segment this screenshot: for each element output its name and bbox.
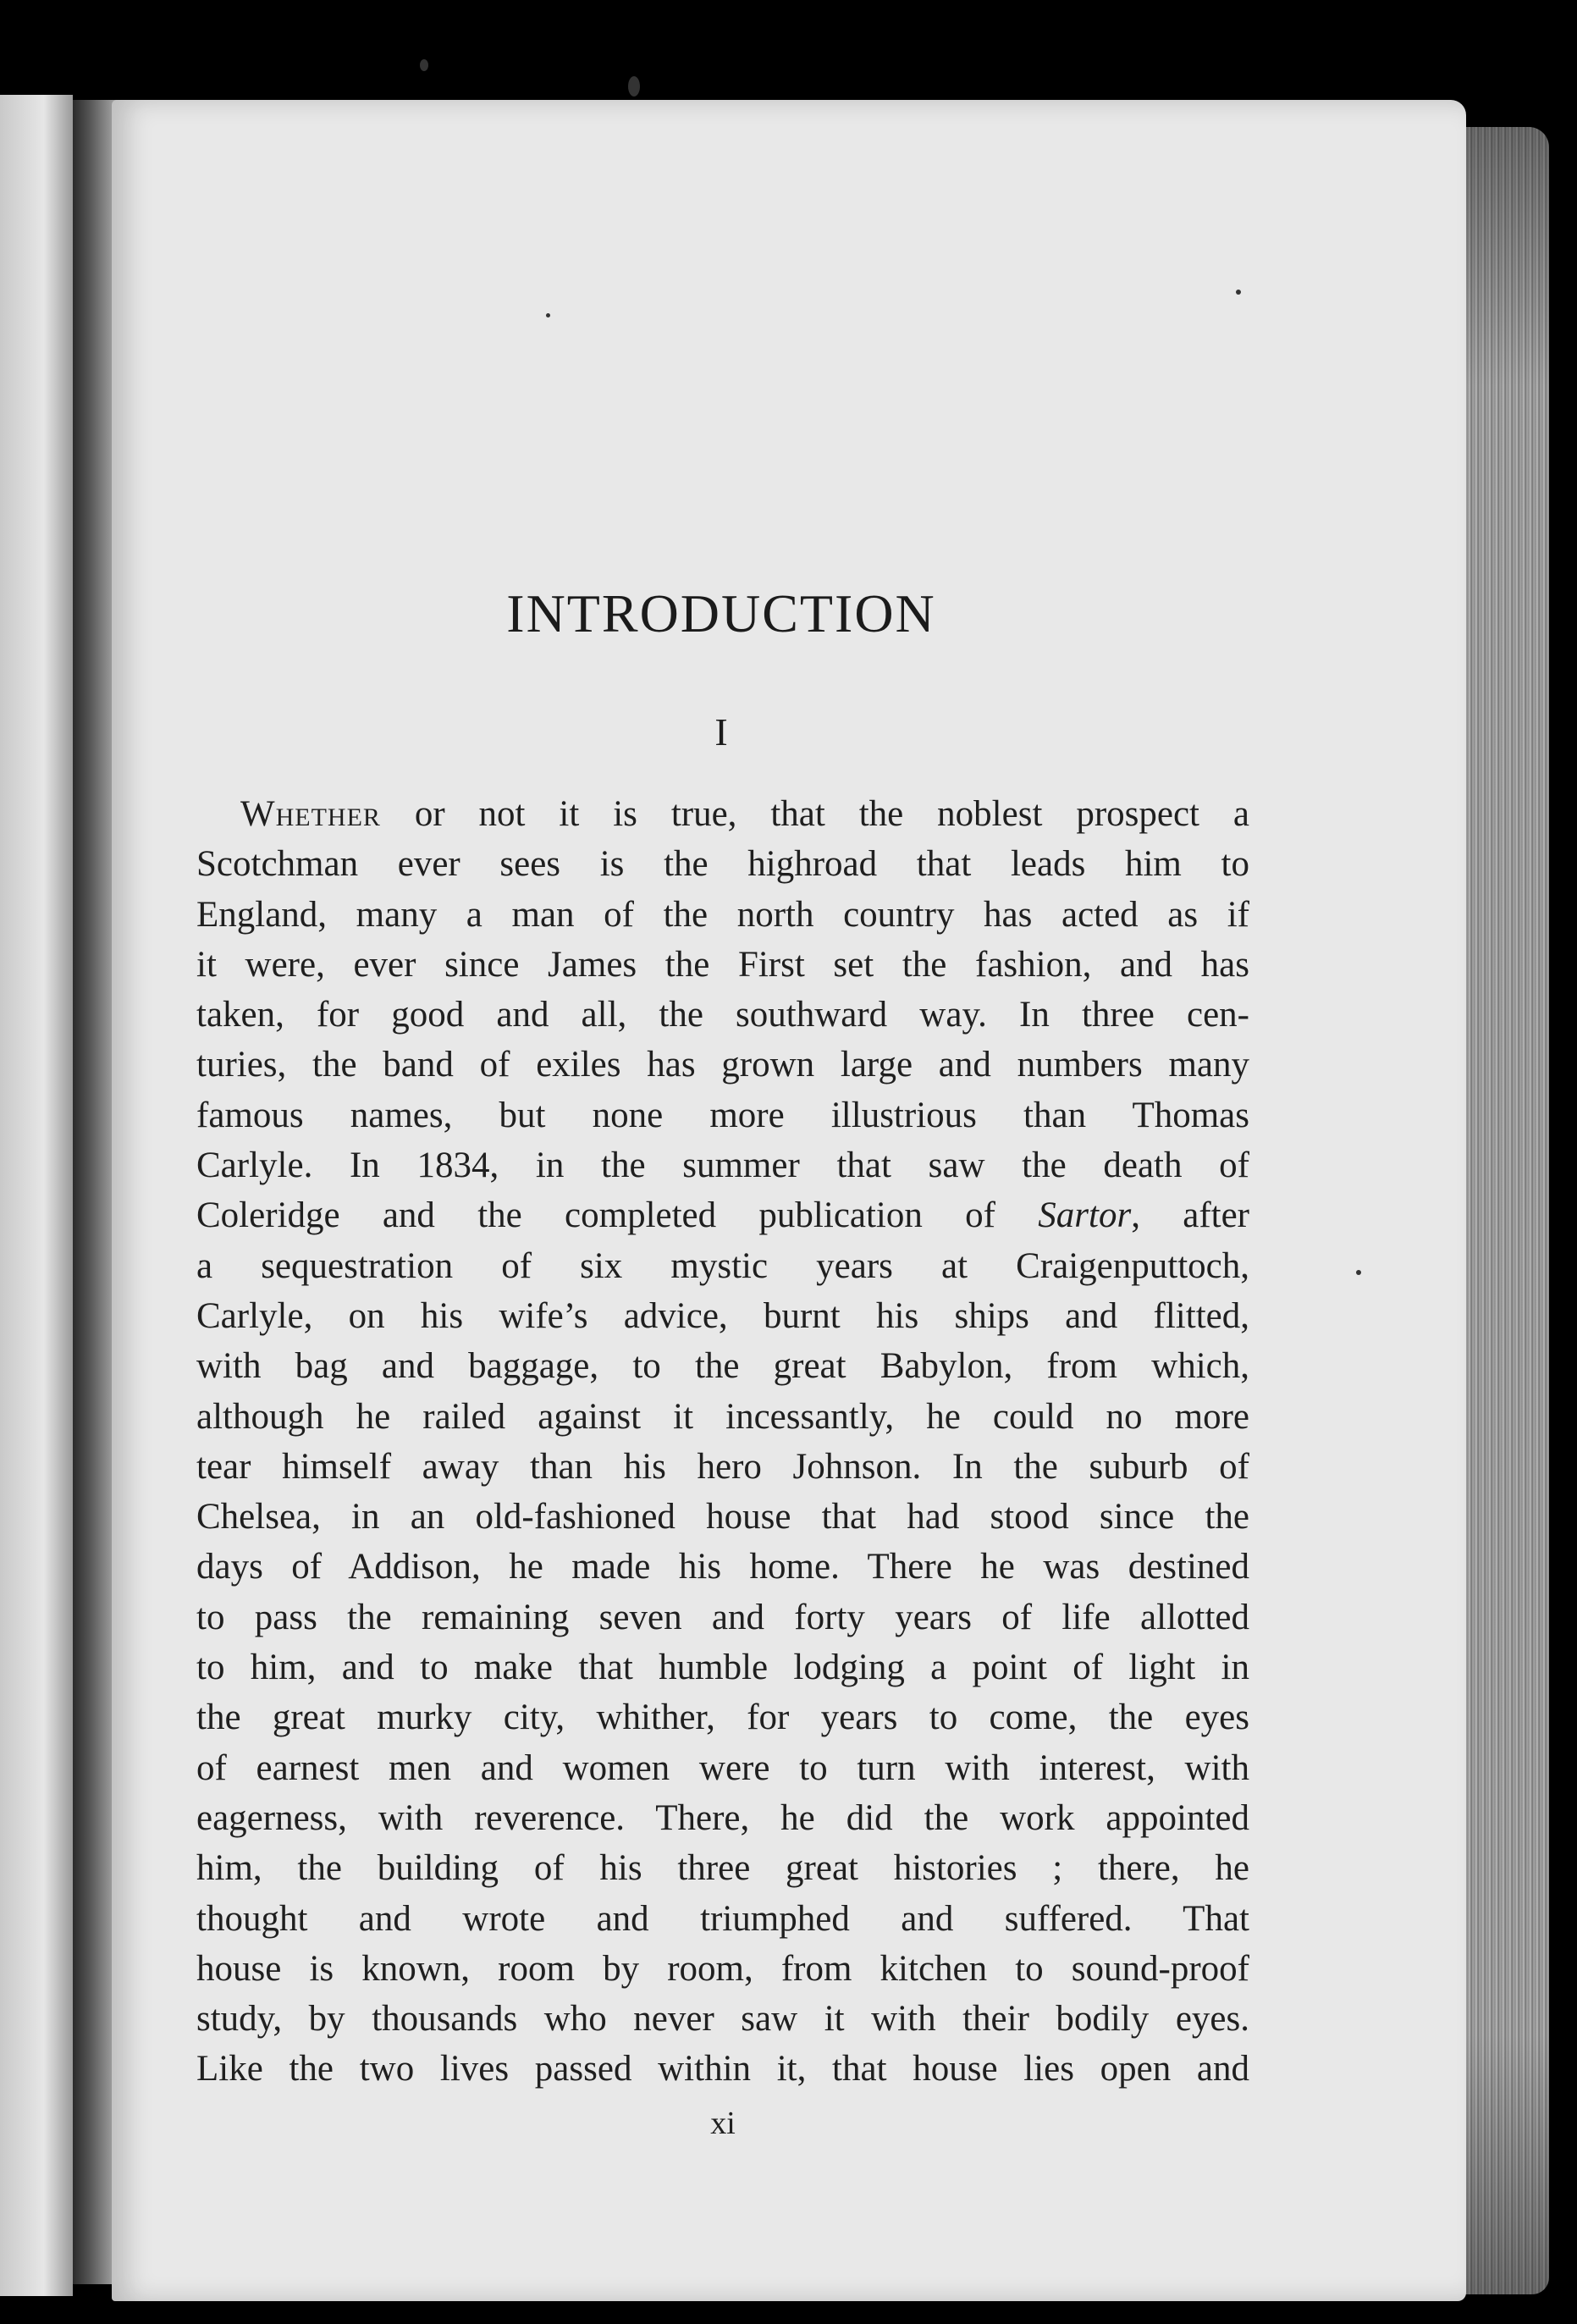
text-line: famous names, but none more illustrious than Thomas — [196, 1095, 1249, 1135]
book-title-sartor: Sartor — [1038, 1195, 1132, 1236]
text-line: Carlyle. In 1834, in the summer that saw the death of — [196, 1145, 1249, 1186]
text-line: although he railed against it incessantly, he could no more — [196, 1396, 1249, 1437]
text-line: turies, the band of exiles has grown large and numbers many — [196, 1045, 1249, 1085]
text-line: the great murky city, whither, for years to come, the eyes — [196, 1697, 1249, 1738]
dust-speck — [628, 76, 640, 97]
page-number: xi — [710, 2106, 736, 2141]
text-line-start: Coleridge and the completed publication of — [196, 1195, 1039, 1236]
dust-speck — [1236, 290, 1241, 295]
text-line: Carlyle, on his wife’s advice, burnt his ships and flitted, — [196, 1295, 1249, 1336]
text-line: thought and wrote and triumphed and suffered. That — [196, 1898, 1249, 1939]
text-line: house is known, room by room, from kitchen to sound-proof — [196, 1948, 1249, 1989]
opening-word: Whether — [240, 794, 381, 834]
text-line: tear himself away than his hero Johnson. In the suburb of — [196, 1446, 1249, 1487]
dust-speck — [420, 59, 428, 71]
body-paragraph — [196, 789, 1249, 2095]
text-line: to pass the remaining seven and forty years of life allotted — [196, 1597, 1249, 1637]
text-line-end: , after — [1131, 1195, 1249, 1236]
left-facing-page-edge — [0, 95, 73, 2296]
text-line: a sequestration of six mystic years at Craigenputtoch, — [196, 1245, 1249, 1286]
text-line: days of Addison, he made his home. There he was destined — [196, 1547, 1249, 1587]
text-line — [196, 1190, 1249, 1240]
text-line: England, many a man of the north country has acted as if — [196, 894, 1249, 935]
dust-speck — [546, 313, 550, 317]
text-line: him, the building of his three great histories ; there, he — [196, 1848, 1249, 1889]
text-line: to him, and to make that humble lodging a point of light in — [196, 1648, 1249, 1688]
chapter-title: INTRODUCTION — [506, 583, 936, 643]
text-line — [196, 789, 1249, 839]
text-line: Like the two lives passed within it, that house lies open and — [196, 2049, 1249, 2089]
text-line: it were, ever since James the First set the fashion, and has — [196, 944, 1249, 985]
text-line-rest: or not it is true, that the noblest prospect a — [380, 794, 1249, 834]
section-number: I — [714, 710, 728, 754]
text-line: of earnest men and women were to turn with interest, with — [196, 1747, 1249, 1788]
dust-speck — [1356, 1270, 1361, 1275]
text-line: eagerness, with reverence. There, he did the work appointed — [196, 1797, 1249, 1838]
text-line: Chelsea, in an old-fashioned house that had stood since the — [196, 1497, 1249, 1537]
text-line: study, by thousands who never saw it with their bodily eyes. — [196, 1999, 1249, 2040]
text-line: with bag and baggage, to the great Babylon, from which, — [196, 1346, 1249, 1387]
text-line: taken, for good and all, the southward way. In three cen- — [196, 995, 1249, 1035]
text-line: Scotchman ever sees is the highroad that leads him to — [196, 844, 1249, 885]
